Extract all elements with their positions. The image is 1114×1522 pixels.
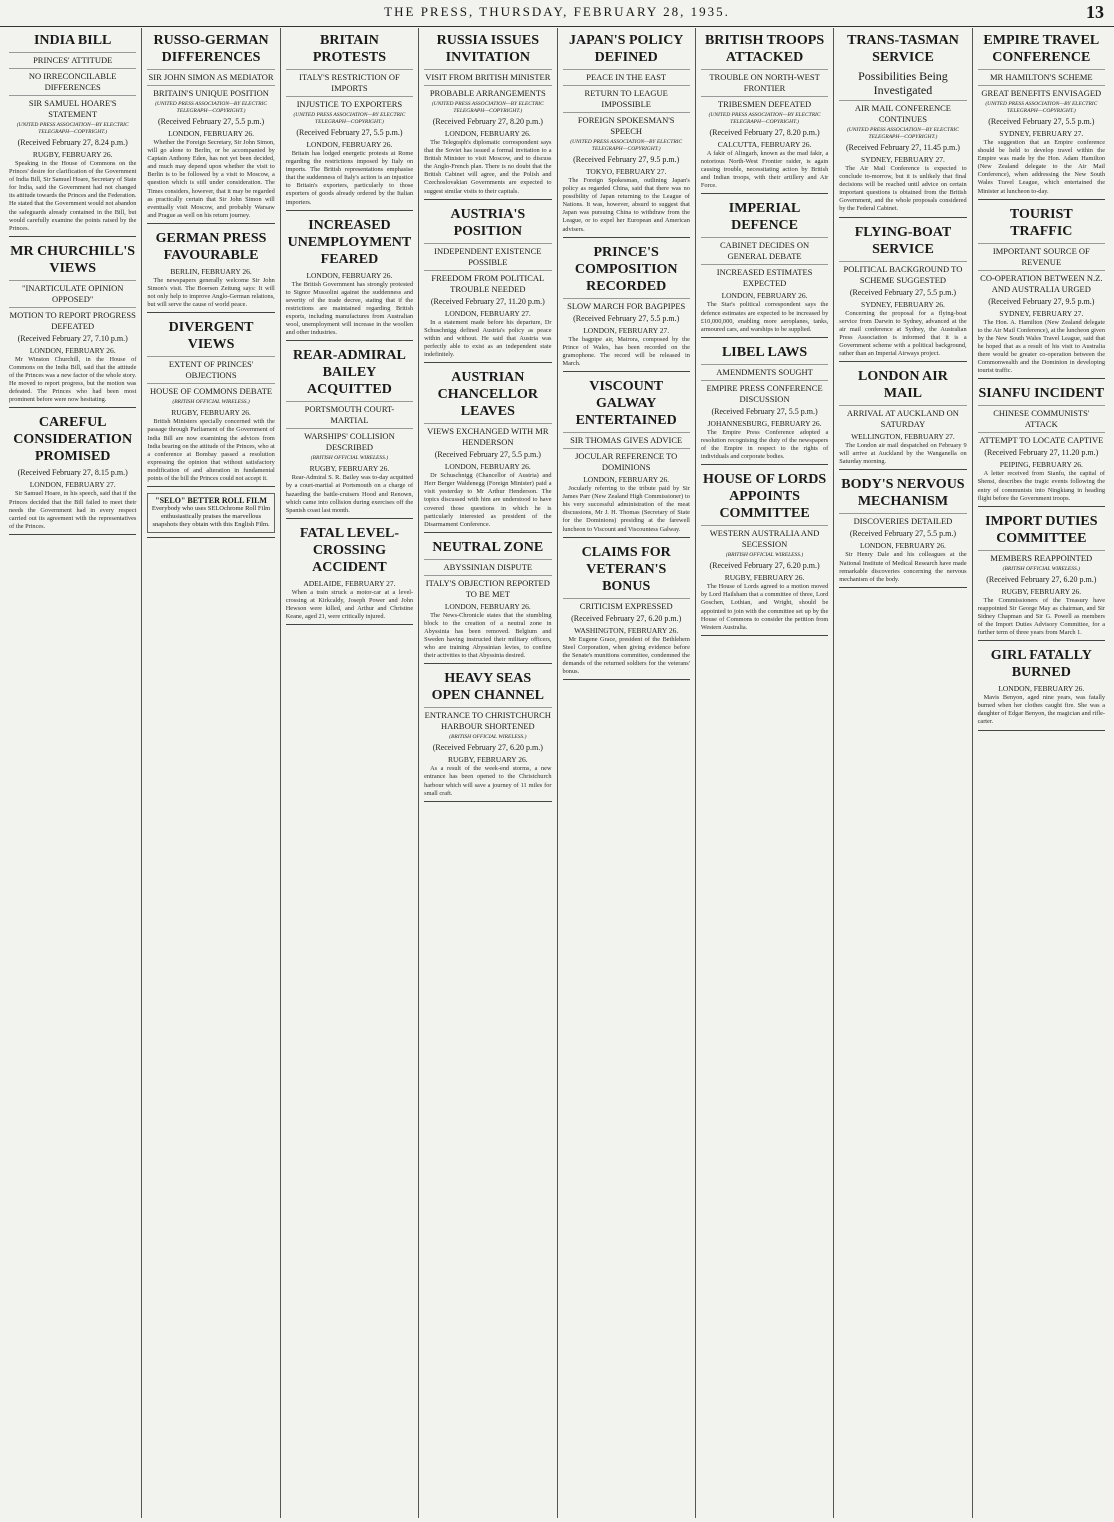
article-headline: IMPORT DUTIES COMMITTEE xyxy=(985,513,1098,546)
article-subheading: INCREASED ESTIMATES EXPECTED xyxy=(701,264,828,289)
article xyxy=(286,32,413,211)
article-dateline: LONDON, FEBRUARY 26. xyxy=(168,129,255,138)
article-body: Concerning the proposal for a flying-boat service from Darwin to Sydney, advanced at the air mail conference at Sydney, the Australian Press Association is informed that it is a Government scheme with a political background, rather than an Imperial Airways project. xyxy=(839,309,967,358)
article-body: The Air Mail Conference is expected to conclude to-morrow, but it is unlikely that final decisions will be reached until advice on certain important questions is obtained from the British Government, and the whole proposals considered by the Federal Cabinet. xyxy=(839,165,967,213)
article-credit: (UNITED PRESS ASSOCIATION—BY ELECTRIC TELEGRAPH—COPYRIGHT.) xyxy=(155,101,268,114)
article-subheading: CRITICISM EXPRESSED xyxy=(563,598,690,612)
article-body: Rear-Admiral S. R. Bailey was to-day acquitted by a court-martial at Portsmouth on a charge of hazarding the battle-cruisers Hood and Renown, which came into collision during exercises off the Spanish coast last month. xyxy=(285,474,414,514)
article-subheading: EXTENT OF PRINCES' OBJECTIONS xyxy=(147,356,274,381)
article xyxy=(424,539,551,665)
article-divider xyxy=(286,210,413,211)
article xyxy=(701,471,828,636)
article-headline: INCREASED UNEMPLOYMENT FEARED xyxy=(287,217,412,267)
article xyxy=(286,347,413,518)
article-body: The News-Chronicle states that the stumbling block to the creation of a neutral zone in Abyssinia has been removed. Belgium and Sweden having instructed their military officers, who are training Abyssinian levies, to confine their activities to that Abyssinia desired. xyxy=(424,611,552,660)
article-dateline: LONDON, FEBRUARY 26. xyxy=(583,475,670,485)
article-headline: JAPAN'S POLICY DEFINED xyxy=(568,33,684,65)
article xyxy=(978,513,1105,641)
article-subheading: FREEDOM FROM POLITICAL TROUBLE NEEDED xyxy=(424,270,551,295)
article xyxy=(978,647,1105,730)
received-time: (Received February 27, 6.20 p.m.) xyxy=(571,613,682,623)
advert-headline: "SELO" BETTER ROLL FILM xyxy=(155,496,267,506)
article xyxy=(286,217,413,342)
received-time: (Received February 27, 5.5 p.m.) xyxy=(434,450,541,460)
article-headline: REAR-ADMIRAL BAILEY ACQUITTED xyxy=(293,348,406,398)
article xyxy=(839,224,966,363)
article-subheading: RETURN TO LEAGUE IMPOSSIBLE xyxy=(563,85,690,110)
article xyxy=(424,32,551,200)
article-headline: BRITAIN PROTESTS xyxy=(312,33,386,65)
article-dateline: SYDNEY, FEBRUARY 27. xyxy=(999,129,1084,138)
article-subheading: SIR SAMUEL HOARE'S STATEMENT xyxy=(9,95,136,120)
article-subheading: WESTERN AUSTRALIA AND SECESSION xyxy=(701,525,828,550)
article-divider xyxy=(978,199,1105,200)
article-divider xyxy=(839,587,966,588)
article-credit: (BRITISH OFFICIAL WIRELESS.) xyxy=(310,455,389,462)
article-body: The Telegraph's diplomatic correspondent says that the Soviet has issued a formal invitation to a British Minister to visit Moscow, and to discuss the Anglo-French plan. There is no doubt that the British Cabinet will agree, and the Polish and Czechoslovakian Governments are expected to suggest similar visits to their capitals. xyxy=(424,139,552,195)
article-divider xyxy=(563,371,690,372)
article-subheading: SIR JOHN SIMON AS MEDIATOR xyxy=(147,69,274,83)
article-dateline: ADELAIDE, FEBRUARY 27. xyxy=(303,578,396,588)
received-time: (Received February 27, 11.45 p.m.) xyxy=(845,143,960,152)
article xyxy=(424,369,551,533)
article-subheading: PORTSMOUTH COURT-MARTIAL xyxy=(286,401,413,426)
article-headline: BODY'S NERVOUS MECHANISM xyxy=(841,477,965,510)
article xyxy=(147,32,274,224)
article-body: The Star's political correspondent says the defence estimates are expected to be increased by £10,000,000, enabling more aeroplanes, tanks, armoured cars, and warships to be supplied. xyxy=(700,301,829,333)
received-time: (Received February 27, 5.5 p.m.) xyxy=(988,117,1095,126)
article-dateline: LONDON, FEBRUARY 26. xyxy=(998,684,1085,694)
article-subheading: BRITAIN'S UNIQUE POSITION xyxy=(147,85,274,99)
article-subheading: "INARTICULATE OPINION OPPOSED" xyxy=(9,280,136,305)
article-subheading: INDEPENDENT EXISTENCE POSSIBLE xyxy=(424,243,551,268)
article-dateline: WELLINGTON, FEBRUARY 27. xyxy=(851,432,955,442)
article-subheading: SIR THOMAS GIVES ADVICE xyxy=(563,432,690,446)
article xyxy=(424,670,551,801)
article-divider xyxy=(839,361,966,362)
article xyxy=(839,476,966,587)
article-dateline: LONDON, FEBRUARY 26. xyxy=(444,462,531,472)
article-divider xyxy=(147,223,274,224)
article-divider xyxy=(147,537,274,538)
article-dateline: LONDON, FEBRUARY 27. xyxy=(444,308,531,318)
article-headline: FLYING-BOAT SERVICE xyxy=(854,224,952,257)
article-credit: (UNITED PRESS ASSOCIATION—BY ELECTRIC TELEGRAPH—COPYRIGHT.) xyxy=(16,122,129,135)
article-divider xyxy=(9,236,136,237)
article-dateline: TOKYO, FEBRUARY 27. xyxy=(585,167,667,176)
article-dateline: WASHINGTON, FEBRUARY 26. xyxy=(574,625,679,635)
article-body: Mr Eugene Grace, president of the Bethlehem Steel Corporation, when giving evidence before the Senate's munitions committee, condemned the demands of the returned soldiers for the veterans' bonus. xyxy=(562,635,690,675)
article-divider xyxy=(147,312,274,313)
article-subheading: CO-OPERATION BETWEEN N.Z. AND AUSTRALIA URGED xyxy=(978,270,1105,295)
article-subheading: ATTEMPT TO LOCATE CAPTIVE xyxy=(978,432,1105,446)
article xyxy=(839,32,966,218)
article-headline: HEAVY SEAS OPEN CHANNEL xyxy=(431,671,545,704)
article xyxy=(147,319,274,487)
article-body: The London air mail despatched on February 9 will arrive at Auckland by the Wanganella on Saturday morning. xyxy=(839,442,967,466)
article-headline: LONDON AIR MAIL xyxy=(858,369,948,402)
article-divider xyxy=(147,486,274,487)
page-number: 13 xyxy=(1086,2,1104,22)
received-time: (Received February 27, 5.5 p.m.) xyxy=(849,529,957,539)
received-time: (Received February 27, 5.5 p.m.) xyxy=(157,117,265,126)
article-subheading: ARRIVAL AT AUCKLAND ON SATURDAY xyxy=(839,405,966,430)
article-subheading: HOUSE OF COMMONS DEBATE xyxy=(147,383,274,397)
article-body: Mavis Benyon, aged nine years, was fatally burned when her clothes caught fire. She was a daughter of Edgar Benyon, the magician and rifle-carter. xyxy=(977,694,1105,726)
article-divider xyxy=(978,506,1105,507)
article-headline: TOURIST TRAFFIC xyxy=(1009,206,1073,239)
news-column xyxy=(4,28,142,1518)
article-subheading: GREAT BENEFITS ENVISAGED xyxy=(978,85,1105,99)
article xyxy=(839,368,966,470)
newspaper-title: THE PRESS, THURSDAY, FEBRUARY 28, 1935. xyxy=(384,4,730,19)
article-body: The Commissioners of the Treasury have reappointed Sir George May as chairman, and Sir Sidney Chapman and Sir G. Powell as members of the Import Duties Advisory Committee, for a further term of three years from March 1. xyxy=(977,596,1105,637)
article-divider xyxy=(701,337,828,338)
article-subheading: EMPIRE PRESS CONFERENCE DISCUSSION xyxy=(701,380,828,405)
article-divider xyxy=(839,217,966,218)
news-column xyxy=(281,28,419,1518)
article-headline: AUSTRIA'S POSITION xyxy=(450,206,526,239)
article-subheading: IMPORTANT SOURCE OF REVENUE xyxy=(978,243,1105,268)
article-subheading: Possibilities Being Investigated xyxy=(858,69,948,97)
news-column xyxy=(973,28,1110,1518)
article xyxy=(701,32,828,194)
article-headline: SIANFU INCIDENT xyxy=(978,386,1105,402)
article-headline: RUSSO-GERMAN DIFFERENCES xyxy=(153,33,269,65)
article xyxy=(147,493,274,538)
article-dateline: RUGBY, FEBRUARY 26. xyxy=(309,464,390,474)
article-body: Jocularly referring to the tribute paid by Sir James Parr (New Zealand High Commissioner) to his very successful administration of the meat discussions, Mr J. H. Thomas (Secretary of State for the Dominions) presiding at the farewell luncheon to Viscount and Viscountess Galway. xyxy=(562,485,690,533)
article-body: The House of Lords agreed to a motion moved by Lord Hailsham that a committee of three, Lord Goschen, Lothian, and Wright, should be appointed to join with the committee set up by the House of Commons to consider the petition from Western Australia. xyxy=(700,583,829,631)
article-body: Whether the Foreign Secretary, Sir John Simon, will go alone to Berlin, or be accompanied by Captain Anthony Eden, has not yet been decided, and much may depend upon whether the visit to Berlin is to be followed by a visit to Moscow, a question which is still under consideration. The Times considers, however, that it may be regarded as practically certain that Sir John Simon will eventually visit Moscow, and probably Warsaw and Prague as well on his return journey. xyxy=(147,139,275,219)
article xyxy=(978,32,1105,200)
article-credit: (BRITISH OFFICIAL WIRELESS.) xyxy=(725,552,804,559)
article-divider xyxy=(839,469,966,470)
article-credit: (UNITED PRESS ASSOCIATION—BY ELECTRIC TELEGRAPH—COPYRIGHT.) xyxy=(293,112,406,125)
received-time: (Received February 27, 8.15 p.m.) xyxy=(17,468,128,478)
article-subheading: NO IRRECONCILABLE DIFFERENCES xyxy=(9,68,136,93)
article-subheading: SLOW MARCH FOR BAGPIPES xyxy=(563,298,690,312)
article-dateline: LONDON, FEBRUARY 26. xyxy=(306,270,393,280)
article-dateline: LONDON, FEBRUARY 26. xyxy=(721,291,808,301)
received-time: (Received February 27, 7.10 p.m.) xyxy=(17,333,128,343)
received-time: (Received February 27, 6.20 p.m.) xyxy=(986,574,1097,584)
news-column xyxy=(419,28,557,1518)
article-subheading: PRINCES' ATTITUDE xyxy=(9,52,136,66)
article-headline: LIBEL LAWS xyxy=(721,344,808,360)
article xyxy=(9,32,136,237)
article-divider xyxy=(978,378,1105,379)
article-headline: BRITISH TROOPS ATTACKED xyxy=(704,33,825,65)
article-subheading: ENTRANCE TO CHRISTCHURCH HARBOUR SHORTENED xyxy=(424,707,551,732)
article-dateline: RUGBY, FEBRUARY 26. xyxy=(32,150,113,159)
article xyxy=(563,244,690,372)
article-subheading: POLITICAL BACKGROUND TO SCHEME SUGGESTED xyxy=(839,261,966,286)
received-time: (Received February 27, 9.5 p.m.) xyxy=(573,155,680,164)
article-subheading: DISCOVERIES DETAILED xyxy=(839,513,966,527)
article-headline: RUSSIA ISSUES INVITATION xyxy=(436,33,539,65)
article-subheading: VIEWS EXCHANGED WITH MR HENDERSON xyxy=(424,423,551,448)
article-subheading: ITALY'S OBJECTION REPORTED TO BE MET xyxy=(424,575,551,600)
article-headline: NEUTRAL ZONE xyxy=(432,539,544,555)
article-credit: (UNITED PRESS ASSOCIATION—BY ELECTRIC TELEGRAPH—COPYRIGHT.) xyxy=(846,127,959,140)
received-time: (Received February 27, 8.20 p.m.) xyxy=(709,128,820,137)
article-body: The Empire Press Conference adopted a resolution recognising the duty of the newspapers of the Empire in respect to the rights of individuals and corporate bodies. xyxy=(700,428,829,461)
article-dateline: SYDNEY, FEBRUARY 26. xyxy=(861,299,945,309)
received-time: (Received February 27, 5.5 p.m.) xyxy=(573,313,680,323)
article-body: A letter received from Sianfu, the capital of Shensi, describes the tragic events following the entry of communists into Ningkiang in heading flight before the Government troops. xyxy=(977,470,1105,502)
article-dateline: JOHANNESBURG, FEBRUARY 26. xyxy=(707,418,822,428)
received-time: (Received February 27, 8.20 p.m.) xyxy=(432,117,543,126)
masthead xyxy=(0,0,1114,27)
article-headline: INDIA BILL xyxy=(33,33,112,48)
article-subheading: PEACE IN THE EAST xyxy=(563,69,690,83)
article-headline: PRINCE'S COMPOSITION RECORDED xyxy=(574,244,678,294)
news-columns xyxy=(4,28,1110,1518)
article-subheading: TROUBLE ON NORTH-WEST FRONTIER xyxy=(701,69,828,94)
article-body: The newspapers generally welcome Sir John Simon's visit. The Boersen Zeitung says: It will not only help to improve Anglo-German relations, but will serve the cause of world peace. xyxy=(147,276,275,309)
article xyxy=(286,525,413,625)
news-column xyxy=(558,28,696,1518)
article-headline: IMPERIAL DEFENCE xyxy=(728,201,801,234)
article xyxy=(9,243,136,409)
article xyxy=(978,385,1105,506)
article-body: A fakir of Alingarh, known as the mad fakir, a notorious North-West Frontier raider, is again causing trouble, necessitating action by British and Indian troops, with their artillery and Air Force. xyxy=(700,150,829,190)
article-credit: (UNITED PRESS ASSOCIATION—BY ELECTRIC TELEGRAPH—COPYRIGHT.) xyxy=(431,101,544,114)
article-headline: AUSTRIAN CHANCELLOR LEAVES xyxy=(437,370,538,420)
article-subheading: TRIBESMEN DEFEATED xyxy=(701,96,828,110)
article-credit: (BRITISH OFFICIAL WIRELESS.) xyxy=(172,399,250,406)
article-body: Sir Henry Dale and his colleagues at the National Institute of Medical Research have made remarkable discoveries concerning the nervous mechanism of the body. xyxy=(839,551,967,583)
article-headline: HOUSE OF LORDS APPOINTS COMMITTEE xyxy=(702,472,827,522)
received-time: (Received February 27, 5.5 p.m.) xyxy=(711,406,818,416)
article-subheading: ITALY'S RESTRICTION OF IMPORTS xyxy=(286,69,413,94)
article-credit: (BRITISH OFFICIAL WIRELESS.) xyxy=(1002,565,1080,572)
news-column xyxy=(142,28,280,1518)
received-time: (Received February 27, 6.20 p.m.) xyxy=(432,743,543,753)
article-credit: (UNITED PRESS ASSOCIATION—BY ELECTRIC TELEGRAPH—COPYRIGHT.) xyxy=(985,101,1098,114)
article-divider xyxy=(286,518,413,519)
article-body: The British Government has strongly protested to Signor Mussolini against the suddenness and severity of the trade decree, stating that if the restrictions are maintained regarding British exports, including manufactures from Australian wool, unemployment will increase in the woollen and other industries. xyxy=(285,280,414,337)
article-headline: FATAL LEVEL-CROSSING ACCIDENT xyxy=(299,525,400,575)
article-divider xyxy=(424,199,551,200)
article-subheading: MR HAMILTON'S SCHEME xyxy=(978,69,1105,83)
article-body: The bagpipe air, Mairora, composed by the Prince of Wales, has been recorded on the gramophone. The record will be released in March. xyxy=(562,335,690,367)
article-body: As a result of the week-end storms, a new entrance has been opened to the Christchurch harbour which will save a journey of 11 miles for small craft. xyxy=(424,765,552,797)
article-divider xyxy=(701,635,828,636)
article-subheading: MOTION TO REPORT PROGRESS DEFEATED xyxy=(9,307,136,332)
received-time: (Received February 27, 9.5 p.m.) xyxy=(988,296,1095,306)
article-credit: (UNITED PRESS ASSOCIATION—BY ELECTRIC TELEGRAPH—COPYRIGHT.) xyxy=(708,112,821,125)
article-dateline: LONDON, FEBRUARY 26. xyxy=(444,129,531,138)
received-time: (Received February 27, 6.20 p.m.) xyxy=(709,561,820,571)
article-dateline: CALCUTTA, FEBRUARY 26. xyxy=(717,140,812,149)
article-divider xyxy=(9,534,136,535)
article xyxy=(424,206,551,363)
article-divider xyxy=(424,663,551,664)
article-divider xyxy=(563,679,690,680)
article-dateline: SYDNEY, FEBRUARY 27. xyxy=(861,155,945,164)
article-headline: GIRL FATALLY BURNED xyxy=(990,648,1092,681)
news-column xyxy=(834,28,972,1518)
article-body: Mr Winston Churchill, in the House of Commons on the India Bill, said that the attitude of the Princes was a new factor of the whole story. He moved to report progress, but the motion was defeated. The Princes who had been most prominent before were now hesitating. xyxy=(9,355,137,404)
article-subheading: CABINET DECIDES ON GENERAL DEBATE xyxy=(701,237,828,262)
article xyxy=(563,32,690,238)
article-headline: VISCOUNT GALWAY ENTERTAINED xyxy=(575,379,677,429)
article-divider xyxy=(563,537,690,538)
article-subheading: CHINESE COMMUNISTS' ATTACK xyxy=(978,405,1105,430)
article-headline: CLAIMS FOR VETERAN'S BONUS xyxy=(581,544,671,594)
article-headline: EMPIRE TRAVEL CONFERENCE xyxy=(983,33,1100,65)
article-dateline: PEIPING, FEBRUARY 26. xyxy=(999,460,1083,470)
article xyxy=(701,200,828,337)
article xyxy=(563,544,690,680)
article-headline: CAREFUL CONSIDERATION PROMISED xyxy=(13,415,133,465)
article-body: The Hon. A. Hamilton (New Zealand delegate to the Air Mail Conference), at the luncheon given by the New South Wales Travel League, said that he hoped that as a result of his visit to Australia there would be greater co-operation between the Commonwealth and the Dominion in developing tourist traffic. xyxy=(977,318,1105,375)
article-headline: DIVERGENT VIEWS xyxy=(168,320,254,353)
article-dateline: RUGBY, FEBRUARY 26. xyxy=(171,408,251,418)
article-dateline: RUGBY, FEBRUARY 26. xyxy=(724,573,805,583)
article-dateline: LONDON, FEBRUARY 26. xyxy=(444,601,531,611)
article xyxy=(701,344,828,465)
article-subheading: AMENDMENTS SOUGHT xyxy=(701,364,828,378)
article-subheading: ABYSSINIAN DISPUTE xyxy=(424,559,551,573)
article-divider xyxy=(424,801,551,802)
advert-text: Everybody who uses SELOchrome Roll Film enthusiastically praises the marvellous snapshots they obtain with this English Film. xyxy=(151,505,271,529)
article-divider xyxy=(701,193,828,194)
received-time: (Received February 27, 8.24 p.m.) xyxy=(17,138,128,147)
article-subheading: PROBABLE ARRANGEMENTS xyxy=(424,85,551,99)
article-dateline: LONDON, FEBRUARY 26. xyxy=(306,140,393,149)
article-subheading: INJUSTICE TO EXPORTERS xyxy=(286,96,413,110)
article xyxy=(147,230,274,313)
article-divider xyxy=(978,640,1105,641)
article-dateline: SYDNEY, FEBRUARY 27. xyxy=(999,308,1084,318)
article-body: Dr Schuschnigg (Chancellor of Austria) and Herr Berger Waldenegg (Foreign Minister) paid a visit yesterday to Mr Arthur Henderson. The topics discussed with him are understood to have covered those questions in which he is particularly interested as president of the Disarmament Conference. xyxy=(424,472,552,528)
article-body: In a statement made before his departure, Dr Schuschnigg defined Austria's policy as peace within and without. He said that Austria was perfectly able to exist as an independent state indefinitely. xyxy=(424,318,552,359)
article xyxy=(563,378,690,538)
article-dateline: LONDON, FEBRUARY 26. xyxy=(29,345,116,355)
news-column xyxy=(696,28,834,1518)
article-body: When a train struck a motor-car at a level-crossing at Kirkcaldy, Joseph Power and John Hewson were killed, and Arthur and Christine Keane, aged 21, were critically injured. xyxy=(285,588,414,621)
article-subheading: AIR MAIL CONFERENCE CONTINUES xyxy=(839,100,966,125)
article-divider xyxy=(701,464,828,465)
article-dateline: RUGBY, FEBRUARY 26. xyxy=(448,755,528,765)
article-headline: TRANS-TASMAN SERVICE xyxy=(847,33,959,65)
article-headline: GERMAN PRESS FAVOURABLE xyxy=(155,230,267,263)
article-body: Britain has lodged energetic protests at Rome regarding the restrictions imposed by Italy on imports. The British representations emphasise that the suddenness of Italy's action is an injustice to Britain's exporters, particularly to those exporters of goods already ordered by the Italian importers. xyxy=(285,150,414,206)
advertisement xyxy=(147,493,274,533)
article-divider xyxy=(978,730,1105,731)
article-dateline: LONDON, FEBRUARY 27. xyxy=(29,480,116,490)
article-body: British Ministers specially concerned with the passage through Parliament of the Government of India Bill are now examining the advices from India bearing on the attitude of the Princes, who at a conference at Bombay passed a resolution expressing the opinion that without satisfactory modification of and alteration in fundamental points of the bill the Princes could not accept it. xyxy=(147,418,275,482)
article-dateline: LONDON, FEBRUARY 26. xyxy=(859,541,946,551)
article-subheading: JOCULAR REFERENCE TO DOMINIONS xyxy=(563,448,690,473)
article-subheading: MEMBERS REAPPOINTED xyxy=(978,550,1105,564)
article-headline: MR CHURCHILL'S VIEWS xyxy=(10,243,136,276)
article-divider xyxy=(286,340,413,341)
received-time: (Received February 27, 5.5 p.m.) xyxy=(849,287,957,297)
received-time: (Received February 27, 11.20 p.m.) xyxy=(430,296,545,306)
article-divider xyxy=(9,407,136,408)
article-dateline: LONDON, FEBRUARY 27. xyxy=(583,325,670,335)
article-credit: (BRITISH OFFICIAL WIRELESS.) xyxy=(449,734,527,741)
article-divider xyxy=(424,362,551,363)
article-credit: (UNITED PRESS ASSOCIATION—BY ELECTRIC TELEGRAPH—COPYRIGHT.) xyxy=(570,139,683,152)
article-divider xyxy=(286,624,413,625)
received-time: (Received February 27, 5.5 p.m.) xyxy=(296,128,403,137)
article-subheading: WARSHIPS' COLLISION DESCRIBED xyxy=(286,428,413,453)
article-divider xyxy=(424,532,551,533)
article-body: Speaking in the House of Commons on the Princes' desire for clarification of the Government of India Bill, Sir Samuel Hoare, Secretary of State for India, said the Government had not changed its attitude towards the Princes and the Federation. He stated that the Government would not abandon the safeguards already contained in the Bill, but would carefully examine the points raised by the Princes. xyxy=(9,160,137,232)
article-subheading: FOREIGN SPOKESMAN'S SPEECH xyxy=(563,112,690,137)
article-divider xyxy=(563,237,690,238)
article-body: The Foreign Spokesman, outlining Japan's policy as regarded China, said that there was no possibility of Japan returning to the League of Nations. It was, however, absurd to suggest that Japan was pursuing China to withdraw from the League, or to expel her European and American advisers. xyxy=(562,177,690,233)
article-body: The suggestion that an Empire conference should be held to develop travel within the Empire was made by the Hon. Adam Hamilton (New Zealand delegate to the Air Mail Conference), when addressing the New South Wales Travel League, which entertained the Minister at luncheon to-day. xyxy=(977,139,1105,195)
article xyxy=(9,414,136,534)
article xyxy=(978,206,1105,380)
article-dateline: RUGBY, FEBRUARY 26. xyxy=(1001,586,1082,596)
article-body: Sir Samuel Hoare, in his speech, said that if the Princes decided that the Bill failed to meet their needs the Government had in every respect carried out its agreement with the representatives of the Princes. xyxy=(9,490,137,530)
article-dateline: BERLIN, FEBRUARY 26. xyxy=(170,266,252,276)
article-subheading: VISIT FROM BRITISH MINISTER xyxy=(424,69,551,83)
received-time: (Received February 27, 11.20 p.m.) xyxy=(984,448,1099,458)
